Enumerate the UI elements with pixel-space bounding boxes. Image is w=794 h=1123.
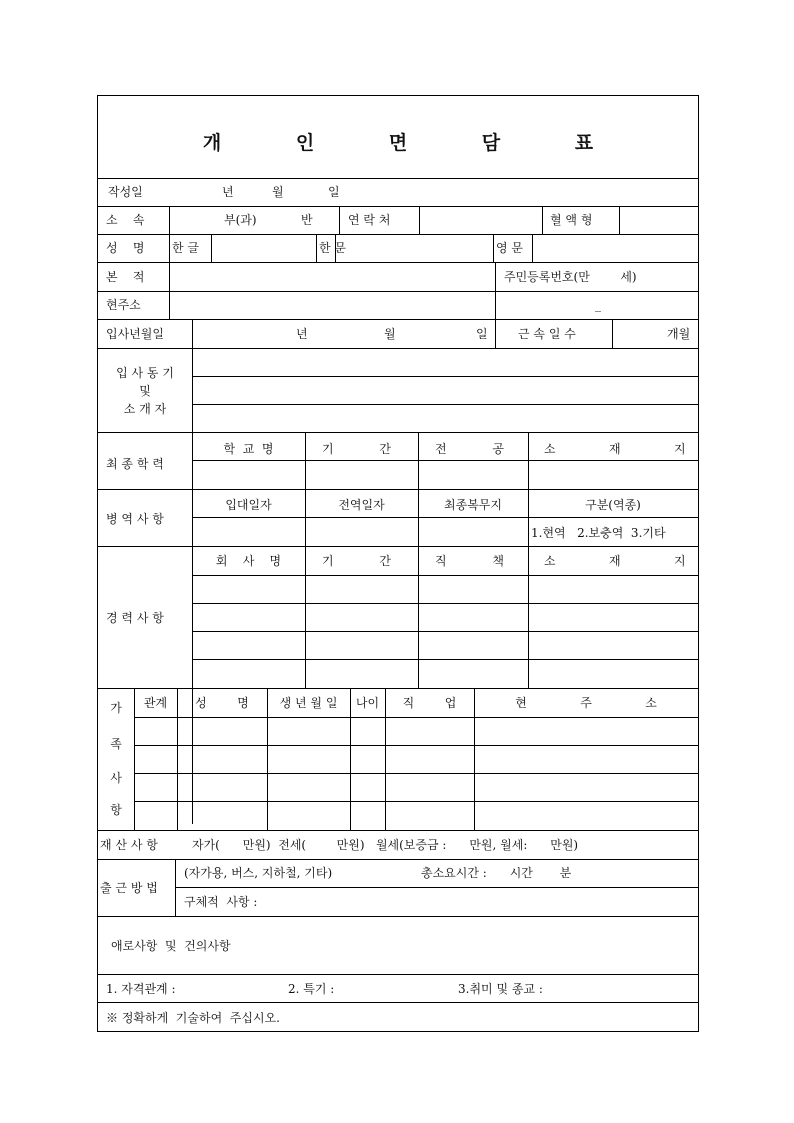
dept-ban: 반: [301, 213, 313, 227]
education-header-location: 소 재 지: [544, 442, 686, 456]
family-header-name: 성 명: [195, 696, 249, 710]
address-label: 현주소: [106, 298, 141, 312]
join-day: 일: [476, 327, 488, 341]
name-hanja-label: 한 문: [319, 241, 346, 255]
join-month: 월: [384, 327, 396, 341]
family-header-relation: 관계: [143, 696, 168, 710]
date-month: 월: [272, 185, 284, 199]
rrn-dash: _: [595, 298, 601, 312]
commute-total-time: 총소요시간 : 시간 분: [421, 866, 572, 880]
property-label: 재 산 사 항: [100, 838, 158, 852]
career-header-location: 소 재 지: [544, 554, 686, 568]
military-header-type: 구분(역종): [585, 498, 641, 512]
commute-means: (자가용, 버스, 지하철, 기타): [184, 866, 333, 880]
commute-label: 출 근 방 법: [100, 881, 158, 895]
education-header-period: 기 간: [322, 442, 391, 456]
name-english-label: 영 문: [496, 241, 523, 255]
education-header-school: 학 교 명: [223, 442, 274, 456]
join-year: 년: [296, 327, 308, 341]
special-skill-label: 2. 특기 :: [288, 982, 335, 996]
career-header-position: 직 책: [435, 554, 504, 568]
military-header-enlist: 입대일자: [225, 498, 272, 512]
dept-unit: 부(과): [224, 213, 257, 227]
origin-label: 본 적: [106, 270, 145, 284]
family-header-address: 현 주 소: [515, 696, 657, 710]
military-header-discharge: 전역일자: [338, 498, 385, 512]
date-label: 작성일: [108, 185, 143, 199]
family-header-job: 직 업: [402, 696, 457, 710]
military-label: 병 역 사 항: [106, 512, 164, 526]
footer-note: ※ 정확하게 기술하여 주십시오.: [106, 1011, 280, 1025]
commute-details: 구체적 사항 :: [184, 895, 258, 909]
family-header-birth: 생 년 월 일: [279, 696, 338, 710]
family-label-1: 가: [110, 701, 122, 715]
family-label-4: 항: [110, 803, 122, 817]
qualification-label: 1. 자격관계 :: [106, 982, 176, 996]
family-label-3: 사: [110, 771, 122, 785]
property-text: 자가( 만원) 전세( 만원) 월세(보증금 : 만원, 월세: 만원): [192, 838, 579, 852]
form-title: 개 인 면 담 표: [202, 132, 628, 154]
blood-type-label: 혈 액 형: [550, 213, 593, 227]
interview-form: [97, 95, 699, 1032]
difficulties-label: 애로사항 및 건의사항: [111, 939, 231, 953]
contact-label: 연 락 처: [348, 213, 391, 227]
dept-label: 소 속: [106, 213, 145, 227]
join-date-label: 입사년월일: [106, 327, 164, 341]
rrn-label: 주민등록번호(만 세): [504, 270, 637, 284]
service-days-label: 근 속 일 수: [518, 327, 576, 341]
career-header-company: 회 사 명: [215, 554, 282, 568]
name-label: 성 명: [106, 241, 145, 255]
date-year: 년: [222, 185, 234, 199]
family-header-age: 나이: [355, 696, 380, 710]
career-label: 경 력 사 항: [106, 611, 164, 625]
date-day: 일: [328, 185, 340, 199]
motive-label: 입 사 동 기 및 소 개 자: [116, 366, 174, 416]
family-label-2: 족: [110, 737, 122, 751]
military-header-last-post: 최종복무지: [444, 498, 502, 512]
military-types: 1.현역 2.보충역 3.기타: [531, 526, 666, 540]
career-header-period: 기 간: [322, 554, 391, 568]
hobby-religion-label: 3.취미 및 종교 :: [458, 982, 543, 996]
service-months: 개월: [667, 327, 691, 341]
education-label: 최 종 학 력: [106, 457, 164, 471]
education-header-major: 전 공: [435, 442, 504, 456]
name-hangul-label: 한 글: [172, 241, 199, 255]
